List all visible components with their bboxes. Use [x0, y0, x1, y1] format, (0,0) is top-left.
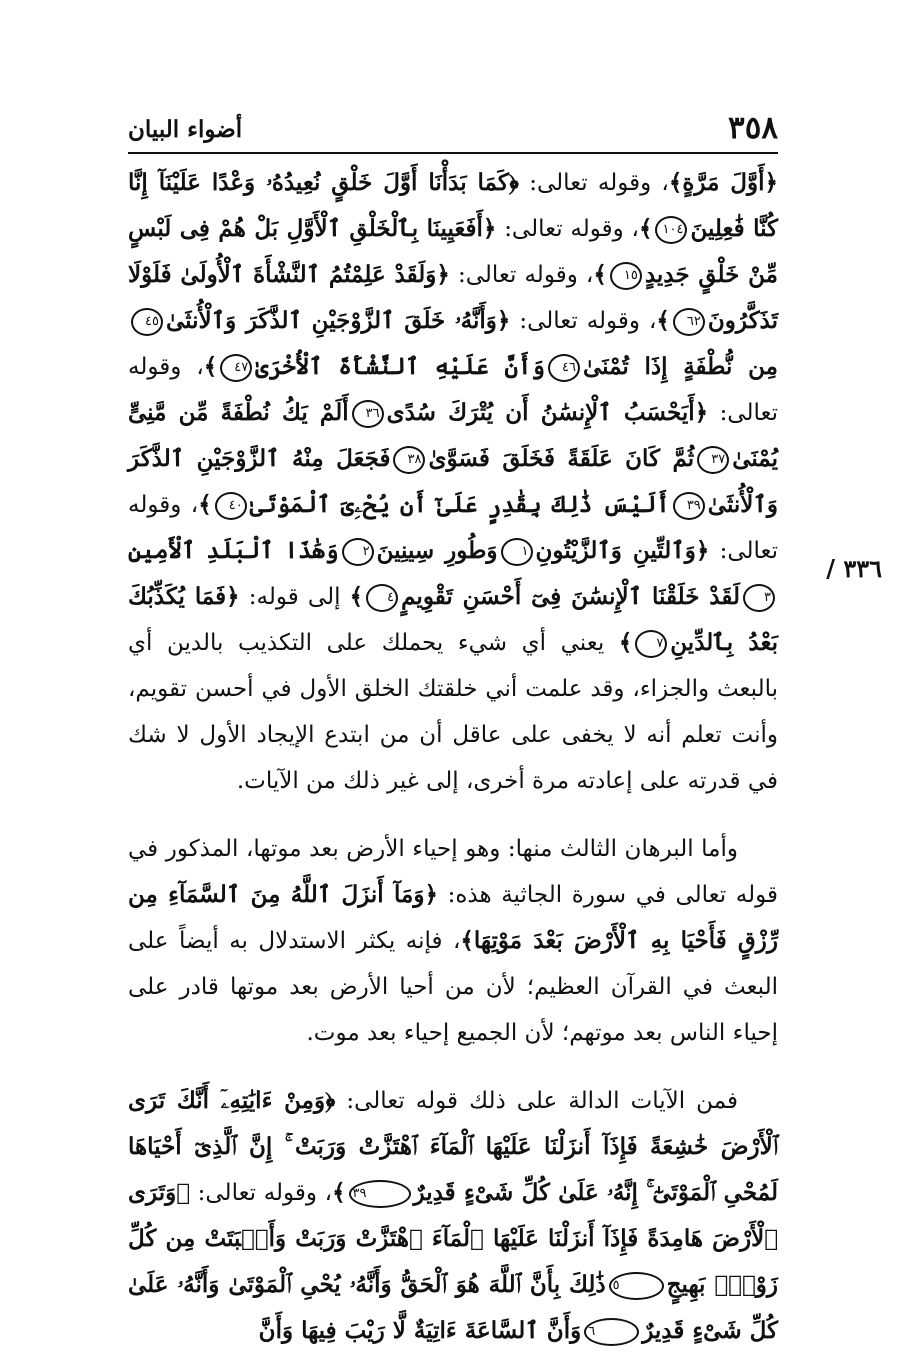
- page-header: [128, 110, 778, 150]
- commentary-text: ، وقوله تعالى:: [128, 492, 779, 564]
- book-title: أضواء البيان: [128, 116, 243, 143]
- quran-verse-text: وَمِنْ ءَايَٰتِهِۦٓ أَنَّكَ تَرَى ٱلْأَرْضَ خَٰشِعَةً فَإِذَآ أَنزَلْنَا عَلَيْهَا ٱلْمَآءَ ٱهْتَزَّتْ وَرَبَتْ ۚ إِنَّ ٱلَّذِىٓ أَحْيَاهَا لَمُحْىِ ٱلْمَوْتَىٰٓ ۚ إِنَّهُۥ عَلَىٰ كُلِّ شَىْءٍ قَدِيرٌ: [128, 1087, 778, 1206]
- ayah-number-badge: ٤٥: [131, 308, 163, 336]
- quran-verse-text: ذَٰلِكَ بِأَنَّ ٱللَّهَ هُوَ ٱلْحَقُّ وَأَنَّهُۥ يُحْىِ ٱلْمَوْتَىٰ وَأَنَّهُۥ عَلَىٰ كُلِّ شَىْءٍ قَدِيرٌ: [128, 1271, 778, 1344]
- commentary-text: يعني أي شيء يحملك على التكذيب بالدين أي بالبعث والجزاء، وقد علمت أني خلقتك الخلق الأول في أحسن تقويم، وأنت تعلم أنه لا يخفى على عاقل أن من ابتدع الإيجاد الأول لا شك في قدرته على إعادته مرة أخرى، إلى غير ذلك من الآيات.: [128, 630, 778, 794]
- ayah-number-badge: ٤: [366, 584, 398, 612]
- quran-quote: ﴿وَلَقَدْ عَلِمْتُمُ ٱلنَّشْأَةَ ٱلْأُولَىٰ فَلَوْلَا تَذَكَّرُونَ٦٢﴾: [128, 261, 778, 334]
- quran-quote: ﴿أَوَّلَ مَرَّةٍ﴾: [668, 169, 778, 196]
- ayah-number-badge: ١٠٤: [655, 216, 687, 244]
- commentary-text: ، وقوله تعالى:: [504, 216, 639, 242]
- commentary-text: ، وقوله تعالى:: [519, 308, 657, 334]
- quran-verse-text: مِن نُّطْفَةٍ إِذَا تُمْنَىٰ: [582, 353, 778, 380]
- quran-verse-text: وَٱلتِّينِ وَٱلزَّيْتُونِ: [535, 537, 696, 564]
- quran-quote: ﴿وَتَرَى ٱلْأَرْضَ هَامِدَةً فَإِذَآ أَنزَلْنَا عَلَيْهَا ٱلْمَآءَ ٱهْتَزَّتْ وَرَبَتْ وَأَنۢبَتَتْ مِن كُلِّ زَوْجٍۭ بَهِيجٍ٥ذَٰلِكَ بِأَنَّ ٱللَّهَ هُوَ ٱلْحَقُّ وَأَنَّهُۥ يُحْىِ ٱلْمَوْتَىٰ وَأَنَّهُۥ عَلَىٰ كُلِّ شَىْءٍ قَدِيرٌ٦وَأَنَّ ٱلسَّاعَةَ ءَاتِيَةٌ لَّا رَيْبَ فِيهَا وَأَنَّ: [128, 1179, 778, 1344]
- ayah-number-badge: ٤٠: [215, 492, 247, 520]
- quran-verse-text: وَأَنَّ ٱلسَّاعَةَ ءَاتِيَةٌ لَّا رَيْبَ فِيهَا وَأَنَّ: [258, 1317, 582, 1344]
- ayah-number-badge: ٤٧: [220, 354, 252, 382]
- quran-quote: ﴿كَمَا بَدَأْنَا أَوَّلَ خَلْقٍ نُعِيدُهُۥ وَعْدًا عَلَيْنَآ إِنَّا كُنَّا فَٰعِلِينَ١٠٤﴾: [128, 169, 778, 242]
- paragraph-1: [128, 160, 778, 804]
- commentary-text: إلى قوله:: [248, 584, 350, 610]
- ayah-number-badge: ٣: [743, 584, 775, 612]
- commentary-text: فمن الآيات الدالة على ذلك قوله تعالى:: [346, 1088, 738, 1114]
- margin-page-reference: ٣٣٦ /: [826, 554, 882, 583]
- quran-verse-text: وَطُورِ سِينِينَ: [376, 537, 498, 564]
- ayah-number-badge: ٦٢: [673, 308, 705, 336]
- commentary-text: ، وقوله تعالى:: [128, 354, 778, 426]
- quran-verse-text: وَأَنَّ عَلَيْهِ ٱلنَّشْأَةَ ٱلْأُخْرَىٰ: [255, 353, 545, 380]
- quran-verse-text: أَفَعَيِينَا بِٱلْخَلْقِ ٱلْأَوَّلِ بَلْ هُمْ فِى لَبْسٍ مِّنْ خَلْقٍ جَدِيدٍ: [128, 215, 778, 288]
- quran-quote: ﴿أَيَحْسَبُ ٱلْإِنسَٰنُ أَن يُتْرَكَ سُدًى٣٦أَلَمْ يَكُ نُطْفَةً مِّن مَّنِىٍّ يُمْنَىٰ٣٧ثُمَّ كَانَ عَلَقَةً فَخَلَقَ فَسَوَّىٰ٣٨فَجَعَلَ مِنْهُ ٱلزَّوْجَيْنِ ٱلذَّكَرَ وَٱلْأُنثَىٰ٣٩أَلَيْسَ ذَٰلِكَ بِقَٰدِرٍ عَلَىٰٓ أَن يُحْۦِىَ ٱلْمَوْتَىٰ٤٠﴾: [128, 399, 778, 518]
- quran-verse-text: فَجَعَلَ مِنْهُ ٱلزَّوْجَيْنِ ٱلذَّكَرَ وَٱلْأُنثَىٰ: [128, 445, 778, 518]
- ayah-number-badge: ٣٩: [673, 492, 705, 520]
- commentary-text: ، فإنه يكثر الاستدلال به أيضاً على البعث في القرآن العظيم؛ لأن من أحيا الأرض بعد موتها قادر على إحياء الناس بعد موتهم؛ لأن الجميع إحياء بعد موت.: [128, 928, 778, 1046]
- quran-quote: ﴿وَٱلتِّينِ وَٱلزَّيْتُونِ١وَطُورِ سِينِينَ٢وَهَٰذَا ٱلْبَلَدِ ٱلْأَمِينِ٣لَقَدْ خَلَقْنَا ٱلْإِنسَٰنَ فِىٓ أَحْسَنِ تَقْوِيمٍ٤﴾: [128, 537, 778, 610]
- commentary-text: وأما البرهان الثالث منها: وهو إحياء الأرض بعد موتها، المذكور في قوله تعالى في سورة الجاثية هذه:: [128, 836, 779, 908]
- quran-verse-text: وَمَآ أَنزَلَ ٱللَّهُ مِنَ ٱلسَّمَآءِ مِن رِّزْقٍ فَأَحْيَا بِهِ ٱلْأَرْضَ بَعْدَ مَوْتِهَا: [128, 881, 778, 954]
- ayah-number-badge: ١: [501, 538, 533, 566]
- quran-verse-text: وَهَٰذَا ٱلْبَلَدِ ٱلْأَمِينِ: [128, 537, 339, 564]
- ayah-number-badge: ٣٦: [352, 400, 384, 428]
- ayah-number-badge: ١٥: [610, 262, 642, 290]
- page-body: [128, 160, 778, 1354]
- ayah-number-badge: ٧: [635, 630, 667, 658]
- quran-verse-text: أَوَّلَ مَرَّةٍ: [682, 169, 765, 196]
- ayah-number-badge: ٦: [584, 1318, 639, 1346]
- quran-verse-text: وَتَرَى ٱلْأَرْضَ هَامِدَةً فَإِذَآ أَنزَلْنَا عَلَيْهَا ٱلْمَآءَ ٱهْتَزَّتْ وَرَبَتْ وَأَنۢبَتَتْ مِن كُلِّ زَوْجٍۭ بَهِيجٍ: [128, 1179, 778, 1298]
- commentary-text: ، وقوله تعالى:: [197, 1180, 333, 1206]
- page-number: ٣٥٨: [728, 110, 778, 146]
- quran-quote: ﴿وَأَنَّهُۥ خَلَقَ ٱلزَّوْجَيْنِ ٱلذَّكَرَ وَٱلْأُنثَىٰ٤٥مِن نُّطْفَةٍ إِذَا تُمْنَىٰ٤٦وَأَنَّ عَلَيْهِ ٱلنَّشْأَةَ ٱلْأُخْرَىٰ٤٧﴾: [128, 307, 778, 380]
- quran-verse-text: أَلَمْ يَكُ نُطْفَةً مِّن مَّنِىٍّ يُمْنَىٰ: [128, 399, 778, 472]
- quran-verse-text: ثُمَّ كَانَ عَلَقَةً فَخَلَقَ فَسَوَّىٰ: [428, 445, 695, 472]
- quran-verse-text: لَقَدْ خَلَقْنَا ٱلْإِنسَٰنَ فِىٓ أَحْسَنِ تَقْوِيمٍ: [401, 583, 740, 610]
- header-rule: [128, 152, 778, 154]
- commentary-text: ، وقوله تعالى:: [529, 170, 669, 196]
- ayah-number-badge: ٣٧: [697, 446, 729, 474]
- quran-quote: ﴿وَمِنْ ءَايَٰتِهِۦٓ أَنَّكَ تَرَى ٱلْأَرْضَ خَٰشِعَةً فَإِذَآ أَنزَلْنَا عَلَيْهَا ٱلْمَآءَ ٱهْتَزَّتْ وَرَبَتْ ۚ إِنَّ ٱلَّذِىٓ أَحْيَاهَا لَمُحْىِ ٱلْمَوْتَىٰٓ ۚ إِنَّهُۥ عَلَىٰ كُلِّ شَىْءٍ قَدِيرٌ٣٩﴾: [128, 1087, 778, 1206]
- ayah-number-badge: ٣٩: [349, 1180, 411, 1208]
- quran-quote: ﴿فَمَا يُكَذِّبُكَ بَعْدُ بِٱلدِّينِ٧﴾: [128, 583, 779, 656]
- quran-quote: ﴿أَفَعَيِينَا بِٱلْخَلْقِ ٱلْأَوَّلِ بَلْ هُمْ فِى لَبْسٍ مِّنْ خَلْقٍ جَدِيدٍ١٥﴾: [128, 215, 778, 288]
- quran-verse-text: وَلَقَدْ عَلِمْتُمُ ٱلنَّشْأَةَ ٱلْأُولَىٰ فَلَوْلَا تَذَكَّرُونَ: [128, 261, 778, 334]
- ayah-number-badge: ٣٨: [393, 446, 425, 474]
- paragraph-3: [128, 1078, 778, 1354]
- commentary-text: ، وقوله تعالى:: [457, 262, 594, 288]
- quran-quote: ﴿وَمَآ أَنزَلَ ٱللَّهُ مِنَ ٱلسَّمَآءِ مِن رِّزْقٍ فَأَحْيَا بِهِ ٱلْأَرْضَ بَعْدَ مَوْتِهَا﴾: [128, 881, 778, 954]
- ayah-number-badge: ٤٦: [548, 354, 580, 382]
- quran-verse-text: أَيَحْسَبُ ٱلْإِنسَٰنُ أَن يُتْرَكَ سُدًى: [386, 399, 695, 426]
- ayah-number-badge: ٥: [609, 1272, 664, 1300]
- quran-verse-text: أَلَيْسَ ذَٰلِكَ بِقَٰدِرٍ عَلَىٰٓ أَن يُحْۦِىَ ٱلْمَوْتَىٰ: [249, 491, 670, 518]
- quran-verse-text: كَمَا بَدَأْنَا أَوَّلَ خَلْقٍ نُعِيدُهُۥ وَعْدًا عَلَيْنَآ إِنَّا كُنَّا فَٰعِلِينَ: [128, 169, 778, 242]
- ayah-number-badge: ٢: [342, 538, 374, 566]
- paragraph-2: [128, 826, 778, 1056]
- quran-verse-text: وَأَنَّهُۥ خَلَقَ ٱلزَّوْجَيْنِ ٱلذَّكَرَ وَٱلْأُنثَىٰ: [166, 307, 497, 334]
- quran-verse-text: فَمَا يُكَذِّبُكَ بَعْدُ بِٱلدِّينِ: [128, 583, 779, 656]
